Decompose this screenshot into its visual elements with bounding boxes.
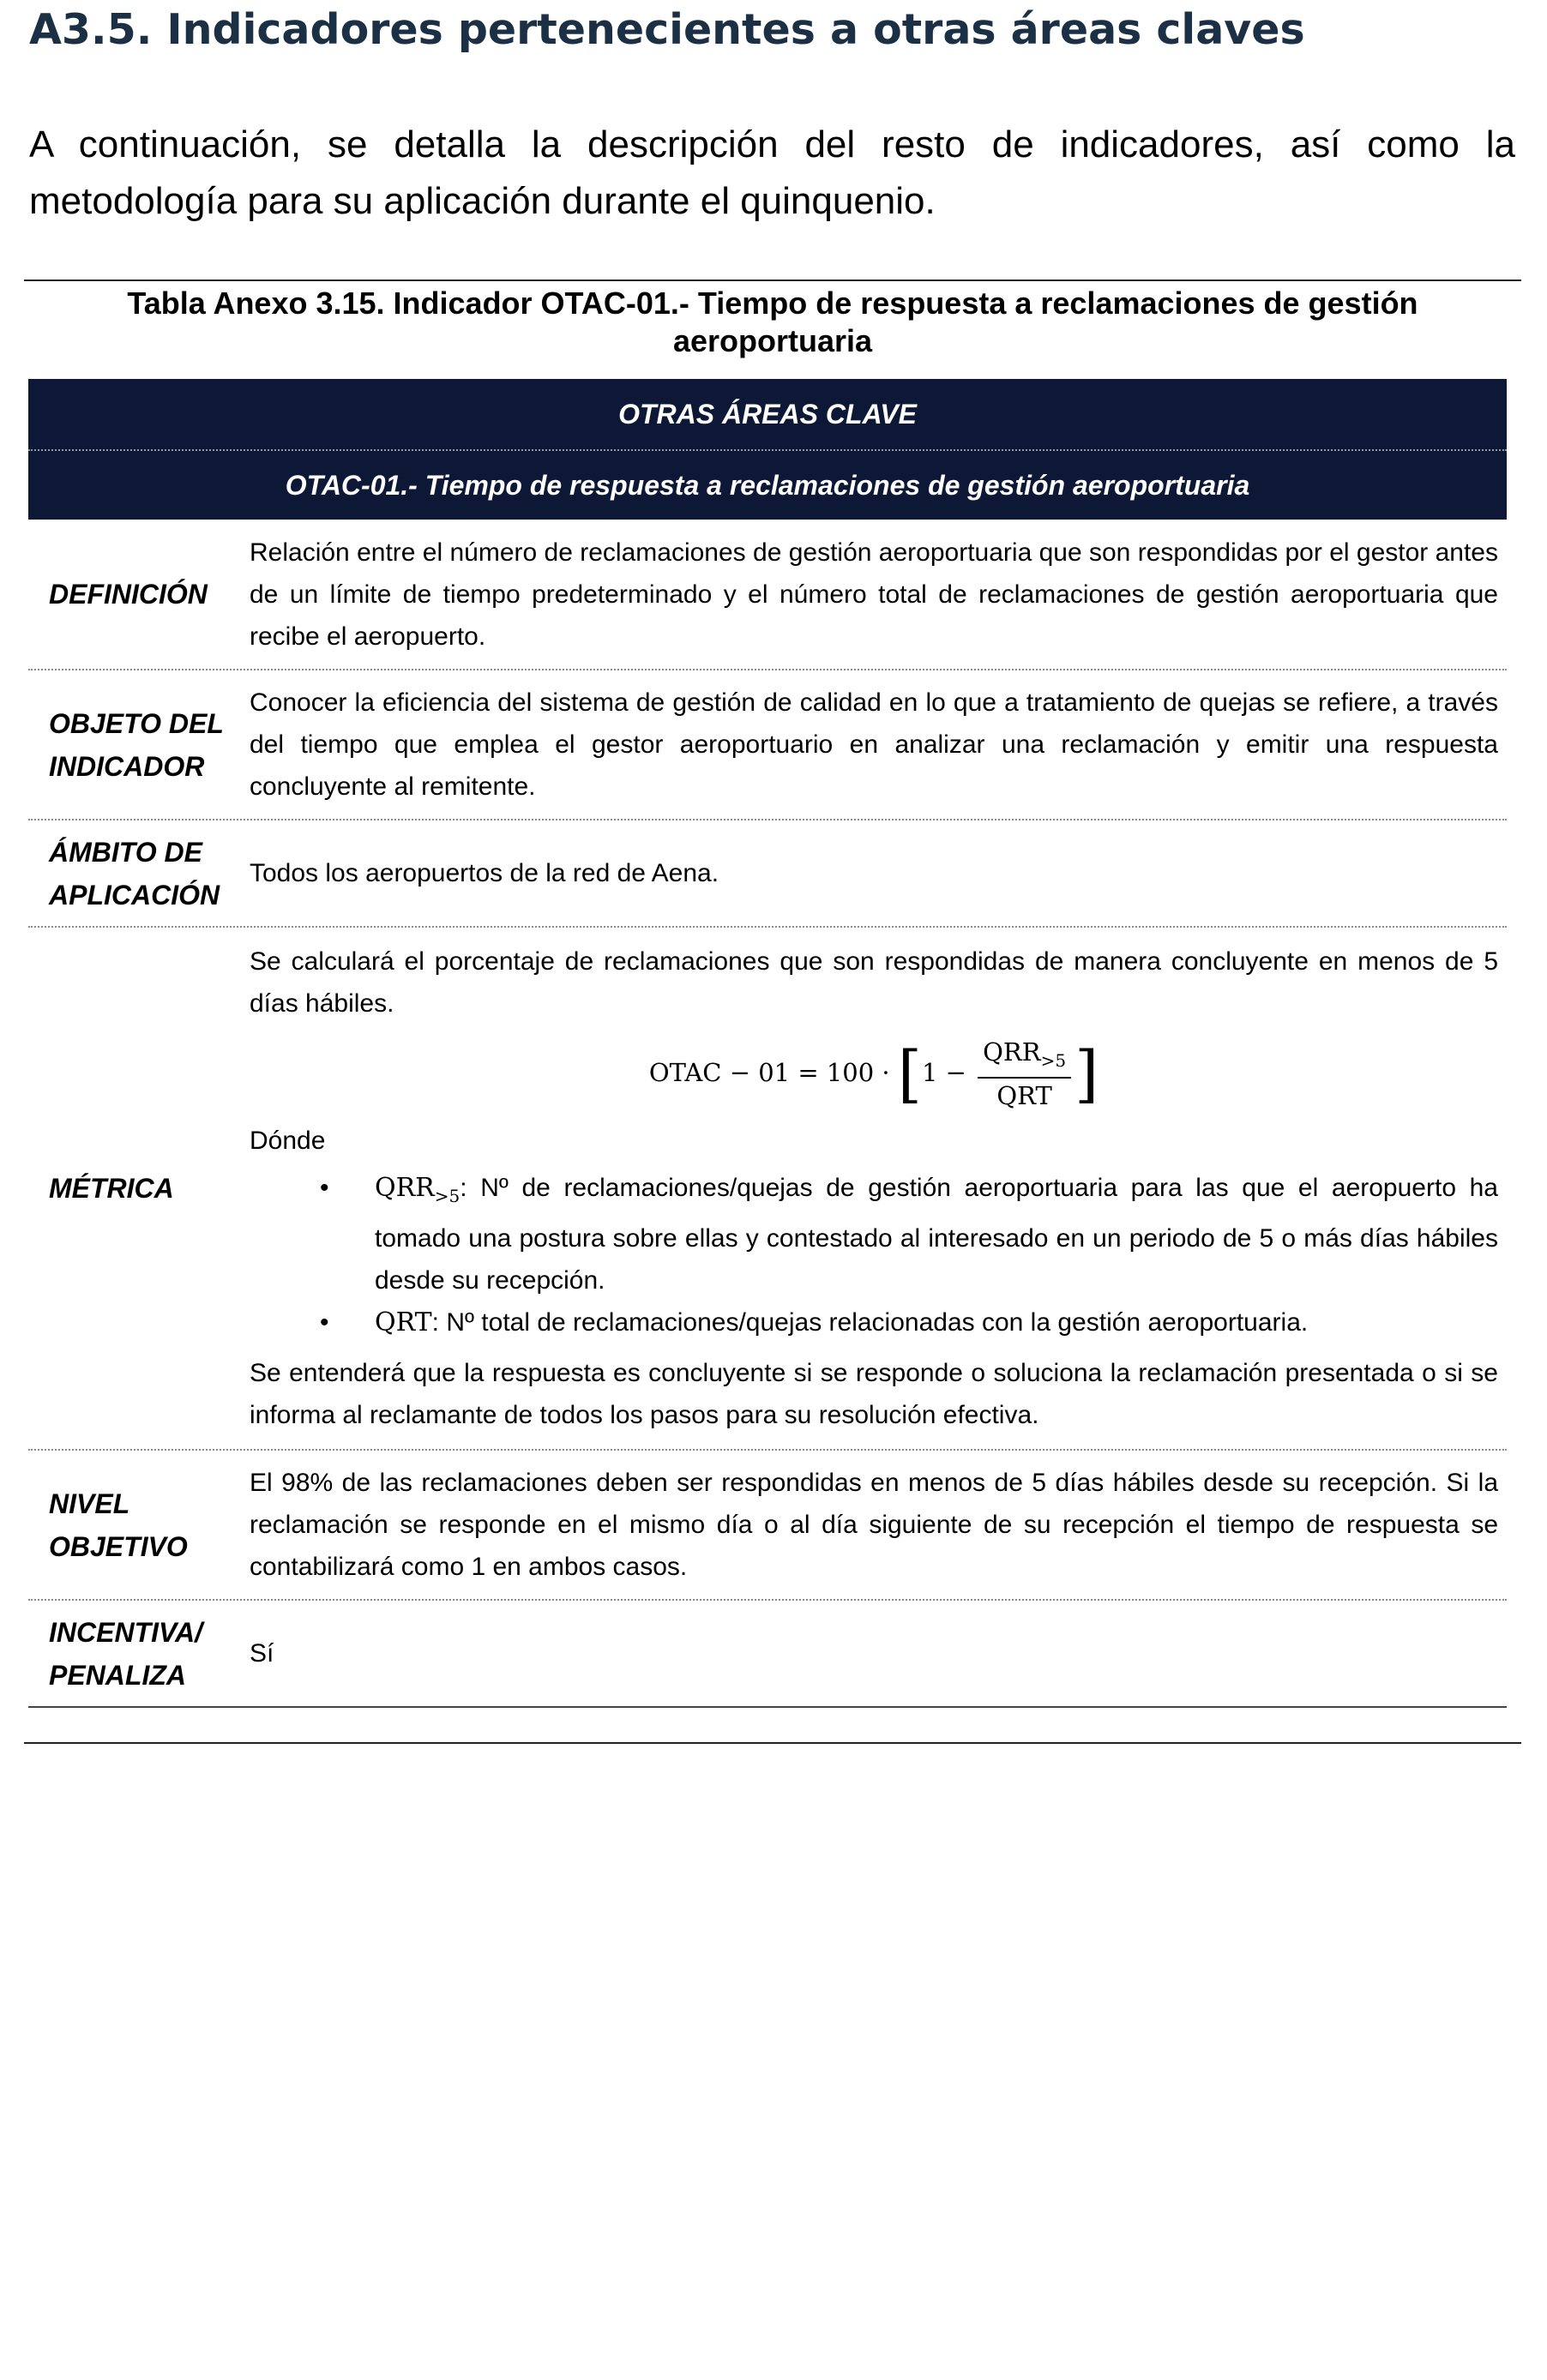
row-label: MÉTRICA xyxy=(49,1173,174,1204)
intro-paragraph: A continuación, se detalla la descripción del resto de indicadores, así como la metodología para su aplicación durante el quinquenio. xyxy=(29,123,1515,222)
variable-symbol: QRR xyxy=(375,1173,435,1204)
formula-num-symbol: QRR xyxy=(983,1037,1041,1067)
metrica-intro: Se calculará el porcentaje de reclamaciones que son respondidas de manera concluyente en menos de 5 días hábiles. xyxy=(250,947,1498,1018)
row-metrica xyxy=(28,928,1507,1451)
row-label: INCENTIVA/ PENALIZA xyxy=(49,1616,202,1691)
indicator-table xyxy=(28,379,1507,1708)
table-header-indicator: OTAC-01.- Tiempo de respuesta a reclamaciones de gestión aeroportuaria xyxy=(28,451,1507,520)
objeto-text: Conocer la eficiencia del sistema de gestión de calidad en lo que a tratamiento de quejas se refiere, a través del tiempo que emplea el gestor aeroportuario en analizar una reclamación y emitir una respuesta concluyente al remitente. xyxy=(250,688,1498,801)
row-value xyxy=(250,520,1507,669)
formula-denominator: QRT xyxy=(996,1081,1052,1111)
table-header-area: OTRAS ÁREAS CLAVE xyxy=(28,379,1507,451)
row-label: DEFINICIÓN xyxy=(49,579,208,610)
formula-numerator xyxy=(978,1035,1071,1079)
list-item xyxy=(250,1167,1498,1301)
row-value xyxy=(250,928,1507,1449)
variable-sub: >5 xyxy=(434,1186,460,1207)
row-objeto xyxy=(28,670,1507,820)
metrica-outro: Se entenderá que la respuesta es concluyente si se responde o soluciona la reclamación presentada o si se informa al reclamante de todos los pasos para su resolución efectiva. xyxy=(250,1359,1498,1430)
nivel-text: El 98% de las reclamaciones deben ser respondidas en menos de 5 días hábiles desde su recepción. Si la reclamación se responde en el mismo día o al día siguiente de su recepción el tiempo de respuesta se contabilizará como 1 en ambos casos. xyxy=(250,1469,1498,1581)
table-bottom-rule xyxy=(24,1742,1521,1744)
table-caption: Tabla Anexo 3.15. Indicador OTAC-01.- Tiempo de respuesta a reclamaciones de gestión aeroportuaria xyxy=(127,285,1418,358)
row-label: OBJETO DEL INDICADOR xyxy=(49,707,224,782)
variable-desc: : Nº de reclamaciones/quejas de gestión aeroportuaria para las que el aeropuerto ha tomado una postura sobre ellas y contestado al interesado en un periodo de 5 o más días hábiles desde su recepción. xyxy=(375,1174,1498,1295)
row-label: NIVEL OBJETIVO xyxy=(49,1488,188,1562)
row-nivel xyxy=(28,1451,1507,1601)
row-value xyxy=(250,1451,1507,1599)
formula-lhs: OTAC − 01 = 100 · xyxy=(648,1057,898,1087)
formula-bracket-close: ] xyxy=(1074,1037,1099,1109)
row-value xyxy=(250,670,1507,819)
formula-num-sub: >5 xyxy=(1040,1049,1067,1071)
definicion-text: Relación entre el número de reclamaciones de gestión aeroportuaria que son respondidas por el gestor antes de un límite de tiempo predeterminado y el número total de reclamaciones de gestión aeroportuaria que recibe el aeropuerto. xyxy=(250,538,1498,651)
variable-desc: : Nº total de reclamaciones/quejas relacionadas con la gestión aeroportuaria. xyxy=(431,1308,1309,1337)
metric-formula xyxy=(250,1035,1498,1114)
caption-top-rule xyxy=(24,279,1521,281)
row-definicion xyxy=(28,520,1507,670)
row-label: ÁMBITO DE APLICACIÓN xyxy=(49,836,220,911)
donde-label: Dónde xyxy=(250,1127,326,1156)
formula-bracket-open: [ xyxy=(897,1037,922,1109)
section-heading: A3.5. Indicadores pertenecientes a otras áreas claves xyxy=(29,5,1305,54)
formula-one: 1 − xyxy=(921,1057,966,1087)
list-item xyxy=(250,1301,1498,1343)
row-incentiva xyxy=(28,1601,1507,1708)
variable-list xyxy=(250,1167,1498,1343)
row-ambito xyxy=(28,820,1507,928)
formula-fraction xyxy=(978,1035,1071,1114)
variable-symbol: QRT xyxy=(375,1307,432,1338)
row-value xyxy=(250,820,1507,926)
ambito-text: Todos los aeropuertos de la red de Aena. xyxy=(250,859,719,887)
incentiva-text: Sí xyxy=(250,1639,274,1668)
row-value xyxy=(250,1601,1507,1706)
